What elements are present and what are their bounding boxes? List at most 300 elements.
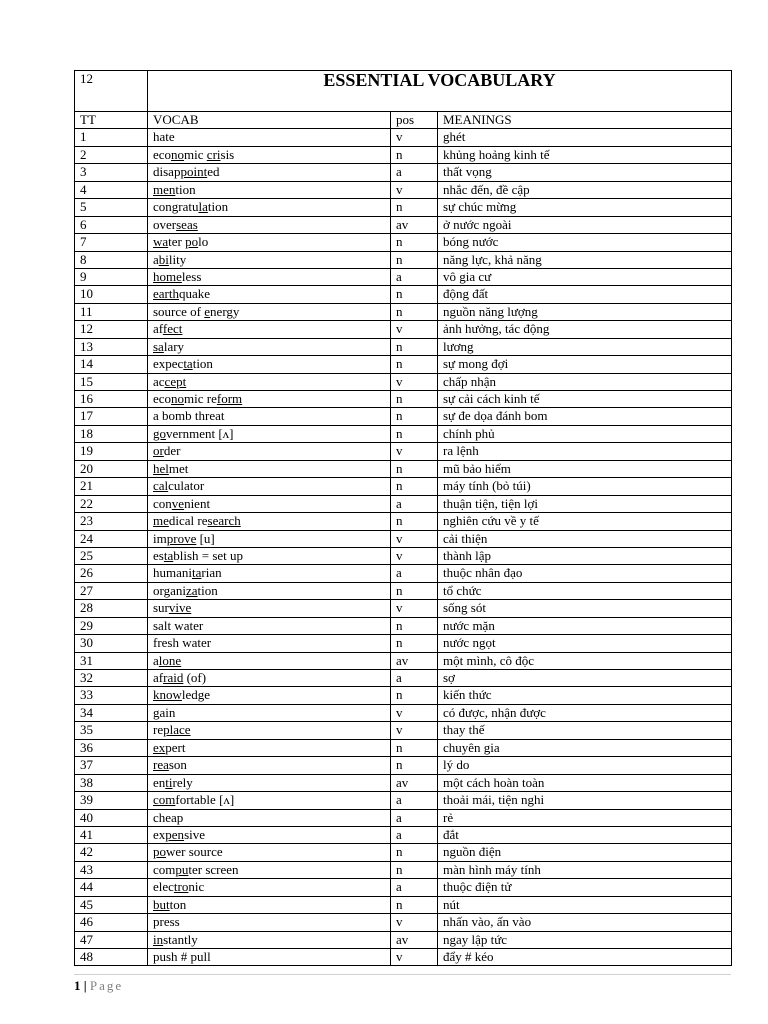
stressed-syllable: rea bbox=[153, 757, 169, 773]
part-of-speech: n bbox=[391, 635, 438, 652]
vocab-word bbox=[148, 739, 391, 756]
vocab-word bbox=[148, 635, 391, 652]
part-of-speech: n bbox=[391, 844, 438, 861]
word-segment: fortable [ʌ] bbox=[175, 792, 235, 808]
meaning: sợ bbox=[438, 670, 732, 687]
vocab-word bbox=[148, 513, 391, 530]
word-segment: less bbox=[181, 268, 202, 284]
stressed-syllable: po bbox=[185, 234, 199, 250]
row-number: 48 bbox=[75, 949, 148, 966]
vocab-word bbox=[148, 251, 391, 268]
meaning: sự cải cách kinh tế bbox=[438, 391, 732, 408]
part-of-speech: v bbox=[391, 530, 438, 547]
row-number: 39 bbox=[75, 792, 148, 809]
row-number: 16 bbox=[75, 391, 148, 408]
table-row bbox=[75, 931, 732, 948]
vocab-word bbox=[148, 861, 391, 878]
part-of-speech: n bbox=[391, 757, 438, 774]
stressed-syllable: lone bbox=[158, 652, 182, 668]
part-of-speech: n bbox=[391, 356, 438, 373]
word-segment: ter bbox=[168, 234, 186, 250]
stressed-syllable: hel bbox=[153, 460, 169, 476]
vocab-word bbox=[148, 774, 391, 791]
vocab-word bbox=[148, 373, 391, 390]
word-segment: ac bbox=[153, 373, 165, 389]
word-segment: com bbox=[153, 861, 176, 877]
row-number: 8 bbox=[75, 251, 148, 268]
part-of-speech: av bbox=[391, 216, 438, 233]
vocab-word bbox=[148, 792, 391, 809]
stressed-syllable: form bbox=[216, 391, 243, 406]
word-segment: son bbox=[168, 757, 187, 773]
meaning: sự chúc mừng bbox=[438, 199, 732, 216]
meaning: thất vọng bbox=[438, 164, 732, 181]
column-header-meanings: MEANINGS bbox=[438, 112, 732, 129]
row-number: 25 bbox=[75, 547, 148, 564]
vocab-word bbox=[148, 652, 391, 669]
word-segment: salt water bbox=[153, 617, 204, 633]
stressed-syllable: wa bbox=[153, 234, 169, 250]
part-of-speech: a bbox=[391, 495, 438, 512]
stressed-syllable: no bbox=[171, 391, 185, 406]
row-number: 15 bbox=[75, 373, 148, 390]
stressed-syllable: ta bbox=[192, 565, 202, 581]
row-number: 41 bbox=[75, 826, 148, 843]
meaning: thay thế bbox=[438, 722, 732, 739]
row-number: 4 bbox=[75, 181, 148, 198]
word-segment: fresh water bbox=[153, 635, 212, 651]
word-segment: [u] bbox=[196, 530, 215, 546]
part-of-speech: n bbox=[391, 739, 438, 756]
vocab-word bbox=[148, 164, 391, 181]
part-of-speech: n bbox=[391, 251, 438, 268]
vocab-word bbox=[148, 670, 391, 687]
row-number: 45 bbox=[75, 896, 148, 913]
vocab-word bbox=[148, 949, 391, 966]
meaning: nước mặn bbox=[438, 617, 732, 634]
vocab-word bbox=[148, 356, 391, 373]
word-segment: eco bbox=[153, 146, 172, 162]
part-of-speech: n bbox=[391, 408, 438, 425]
part-of-speech: v bbox=[391, 914, 438, 931]
word-segment: re bbox=[153, 722, 164, 738]
vocab-word bbox=[148, 896, 391, 913]
table-row bbox=[75, 199, 732, 216]
table-row bbox=[75, 722, 732, 739]
table-row bbox=[75, 739, 732, 756]
table-row bbox=[75, 216, 732, 233]
unit-number: 12 bbox=[75, 71, 148, 112]
part-of-speech: a bbox=[391, 826, 438, 843]
word-segment: der bbox=[163, 443, 181, 459]
part-of-speech: v bbox=[391, 722, 438, 739]
stressed-syllable: ve bbox=[171, 495, 185, 511]
word-segment: nient bbox=[184, 495, 211, 511]
row-number: 11 bbox=[75, 303, 148, 320]
table-row bbox=[75, 146, 732, 163]
row-number: 17 bbox=[75, 408, 148, 425]
part-of-speech: n bbox=[391, 338, 438, 355]
stressed-syllable: bi bbox=[158, 251, 169, 267]
table-row bbox=[75, 879, 732, 896]
column-header-vocab: VOCAB bbox=[148, 112, 391, 129]
row-number: 14 bbox=[75, 356, 148, 373]
word-segment: af bbox=[153, 321, 163, 337]
row-number: 47 bbox=[75, 931, 148, 948]
stressed-syllable: go bbox=[153, 425, 166, 441]
page-number: 1 bbox=[74, 978, 81, 993]
meaning: lý do bbox=[438, 757, 732, 774]
word-segment: a bomb threat bbox=[153, 408, 225, 424]
stressed-syllable: pen bbox=[165, 826, 185, 842]
column-header-pos: pos bbox=[391, 112, 438, 129]
word-segment: ton bbox=[169, 896, 187, 912]
meaning: chính phủ bbox=[438, 425, 732, 442]
row-number: 19 bbox=[75, 443, 148, 460]
vocab-word bbox=[148, 234, 391, 251]
table-row bbox=[75, 164, 732, 181]
meaning: thoải mái, tiện nghi bbox=[438, 792, 732, 809]
row-number: 29 bbox=[75, 617, 148, 634]
stressed-syllable: cept bbox=[164, 373, 187, 389]
word-segment: tion bbox=[207, 199, 229, 215]
stressed-syllable: ex bbox=[153, 739, 166, 755]
word-segment: en bbox=[153, 774, 166, 790]
meaning: thuộc nhân đạo bbox=[438, 565, 732, 582]
vocab-word bbox=[148, 338, 391, 355]
part-of-speech: v bbox=[391, 949, 438, 966]
word-segment: con bbox=[153, 495, 172, 511]
meaning: đắt bbox=[438, 826, 732, 843]
table-row bbox=[75, 478, 732, 495]
part-of-speech: v bbox=[391, 129, 438, 146]
vocab-word bbox=[148, 181, 391, 198]
row-number: 18 bbox=[75, 425, 148, 442]
part-of-speech: v bbox=[391, 321, 438, 338]
vocab-word bbox=[148, 722, 391, 739]
meaning: chấp nhận bbox=[438, 373, 732, 390]
word-segment: humani bbox=[153, 565, 192, 581]
part-of-speech: v bbox=[391, 704, 438, 721]
meaning: máy tính (bỏ túi) bbox=[438, 478, 732, 495]
row-number: 42 bbox=[75, 844, 148, 861]
word-segment: dical re bbox=[168, 513, 208, 529]
stressed-syllable: search bbox=[207, 513, 241, 529]
table-row bbox=[75, 251, 732, 268]
word-segment: im bbox=[153, 530, 167, 546]
part-of-speech: n bbox=[391, 146, 438, 163]
part-of-speech: n bbox=[391, 513, 438, 530]
word-segment: a bbox=[153, 251, 159, 267]
word-segment: tion bbox=[197, 582, 218, 598]
word-segment: elec bbox=[153, 879, 174, 895]
meaning: ảnh hưởng, tác động bbox=[438, 321, 732, 338]
table-row bbox=[75, 687, 732, 704]
vocab-word bbox=[148, 809, 391, 826]
row-number: 31 bbox=[75, 652, 148, 669]
row-number: 22 bbox=[75, 495, 148, 512]
page-separator: | bbox=[83, 978, 87, 993]
page-footer bbox=[74, 978, 123, 994]
part-of-speech: a bbox=[391, 670, 438, 687]
vocab-word bbox=[148, 547, 391, 564]
table-row bbox=[75, 234, 732, 251]
table-row bbox=[75, 425, 732, 442]
column-header-row bbox=[75, 112, 732, 129]
row-number: 43 bbox=[75, 861, 148, 878]
part-of-speech: n bbox=[391, 303, 438, 320]
meaning: nhấn vào, ấn vào bbox=[438, 914, 732, 931]
vocab-word bbox=[148, 879, 391, 896]
table-row bbox=[75, 321, 732, 338]
word-segment: (of) bbox=[183, 670, 207, 685]
meaning: sự đe dọa đánh bom bbox=[438, 408, 732, 425]
table-row bbox=[75, 268, 732, 285]
table-row bbox=[75, 635, 732, 652]
table-row bbox=[75, 844, 732, 861]
vocab-word bbox=[148, 844, 391, 861]
word-segment: sur bbox=[153, 600, 169, 616]
stressed-syllable: sa bbox=[153, 338, 164, 354]
word-segment: over bbox=[153, 216, 177, 232]
word-segment: rely bbox=[172, 774, 193, 790]
vocab-word bbox=[148, 408, 391, 425]
part-of-speech: n bbox=[391, 460, 438, 477]
meaning: thuộc điện tử bbox=[438, 879, 732, 896]
row-number: 30 bbox=[75, 635, 148, 652]
stressed-syllable: ta bbox=[163, 547, 174, 563]
vocab-word bbox=[148, 199, 391, 216]
vocab-word bbox=[148, 687, 391, 704]
stressed-syllable: earth bbox=[153, 286, 179, 302]
row-number: 23 bbox=[75, 513, 148, 530]
word-segment: organi bbox=[153, 582, 186, 598]
meaning: ra lệnh bbox=[438, 443, 732, 460]
part-of-speech: n bbox=[391, 199, 438, 216]
stressed-syllable: cri bbox=[206, 146, 221, 162]
row-number: 12 bbox=[75, 321, 148, 338]
vocab-word bbox=[148, 826, 391, 843]
word-segment: met bbox=[168, 460, 189, 476]
table-row bbox=[75, 809, 732, 826]
part-of-speech: n bbox=[391, 896, 438, 913]
stressed-syllable: com bbox=[153, 792, 176, 808]
page-title: ESSENTIAL VOCABULARY bbox=[148, 71, 732, 112]
part-of-speech: v bbox=[391, 600, 438, 617]
stressed-syllable: vive bbox=[168, 600, 192, 616]
stressed-syllable: la bbox=[198, 199, 208, 215]
part-of-speech: n bbox=[391, 425, 438, 442]
meaning: thuận tiện, tiện lợi bbox=[438, 495, 732, 512]
vocab-word bbox=[148, 600, 391, 617]
word-segment: lo bbox=[198, 234, 209, 250]
meaning: ngay lập tức bbox=[438, 931, 732, 948]
stressed-syllable: place bbox=[163, 722, 191, 738]
table-row bbox=[75, 129, 732, 146]
table-row bbox=[75, 181, 732, 198]
meaning: một mình, cô độc bbox=[438, 652, 732, 669]
vocab-word bbox=[148, 216, 391, 233]
vocab-word bbox=[148, 425, 391, 442]
stressed-syllable: raid bbox=[163, 670, 184, 685]
row-number: 33 bbox=[75, 687, 148, 704]
word-segment: culator bbox=[168, 478, 205, 494]
meaning: bóng nước bbox=[438, 234, 732, 251]
stressed-syllable: but bbox=[153, 896, 170, 912]
part-of-speech: a bbox=[391, 879, 438, 896]
table-row bbox=[75, 582, 732, 599]
vocab-word bbox=[148, 757, 391, 774]
stressed-syllable: seas bbox=[176, 216, 198, 232]
part-of-speech: a bbox=[391, 164, 438, 181]
part-of-speech: n bbox=[391, 617, 438, 634]
word-segment: ledge bbox=[181, 687, 211, 703]
stressed-syllable: po bbox=[153, 844, 166, 860]
table-row bbox=[75, 356, 732, 373]
row-number: 7 bbox=[75, 234, 148, 251]
meaning: sống sót bbox=[438, 600, 732, 617]
table-row bbox=[75, 704, 732, 721]
page-label: Page bbox=[89, 978, 124, 993]
table-row bbox=[75, 408, 732, 425]
vocabulary-table-body bbox=[75, 71, 732, 966]
table-row bbox=[75, 513, 732, 530]
word-segment: nic bbox=[188, 879, 205, 895]
meaning: nhắc đến, đề cập bbox=[438, 181, 732, 198]
table-row bbox=[75, 530, 732, 547]
meaning: tổ chức bbox=[438, 582, 732, 599]
meaning: động đất bbox=[438, 286, 732, 303]
table-row bbox=[75, 443, 732, 460]
row-number: 46 bbox=[75, 914, 148, 931]
word-segment: sis bbox=[220, 146, 235, 162]
word-segment: mic bbox=[184, 146, 207, 162]
table-row bbox=[75, 652, 732, 669]
stressed-syllable: me bbox=[153, 513, 169, 529]
word-segment: tion bbox=[192, 356, 213, 372]
part-of-speech: n bbox=[391, 391, 438, 408]
word-segment: ter screen bbox=[188, 861, 239, 877]
part-of-speech: n bbox=[391, 286, 438, 303]
vocab-word bbox=[148, 460, 391, 477]
stressed-syllable: prove bbox=[166, 530, 197, 546]
row-number: 26 bbox=[75, 565, 148, 582]
word-segment: tion bbox=[175, 181, 196, 197]
stressed-syllable: tro bbox=[173, 879, 189, 895]
meaning: nước ngọt bbox=[438, 635, 732, 652]
vocab-word bbox=[148, 129, 391, 146]
stressed-syllable: no bbox=[171, 146, 185, 162]
row-number: 1 bbox=[75, 129, 148, 146]
row-number: 2 bbox=[75, 146, 148, 163]
word-segment: wer source bbox=[166, 844, 223, 860]
word-segment: hate bbox=[153, 129, 175, 145]
row-number: 9 bbox=[75, 268, 148, 285]
meaning: lương bbox=[438, 338, 732, 355]
meaning: sự mong đợi bbox=[438, 356, 732, 373]
part-of-speech: n bbox=[391, 861, 438, 878]
part-of-speech: n bbox=[391, 582, 438, 599]
row-number: 24 bbox=[75, 530, 148, 547]
table-row bbox=[75, 861, 732, 878]
part-of-speech: a bbox=[391, 809, 438, 826]
vocab-word bbox=[148, 146, 391, 163]
word-segment: congratu bbox=[153, 199, 199, 215]
row-number: 40 bbox=[75, 809, 148, 826]
part-of-speech: a bbox=[391, 565, 438, 582]
part-of-speech: v bbox=[391, 547, 438, 564]
row-number: 10 bbox=[75, 286, 148, 303]
word-segment: es bbox=[153, 547, 164, 563]
vocab-word bbox=[148, 582, 391, 599]
part-of-speech: av bbox=[391, 774, 438, 791]
vocab-word bbox=[148, 931, 391, 948]
word-segment: sive bbox=[184, 826, 206, 842]
table-row bbox=[75, 460, 732, 477]
meaning: năng lực, khả năng bbox=[438, 251, 732, 268]
table-row bbox=[75, 391, 732, 408]
stressed-syllable: ti bbox=[165, 774, 173, 790]
column-header-tt: TT bbox=[75, 112, 148, 129]
vocab-word bbox=[148, 704, 391, 721]
table-row bbox=[75, 495, 732, 512]
word-segment: a bbox=[153, 652, 159, 668]
row-number: 37 bbox=[75, 757, 148, 774]
row-number: 34 bbox=[75, 704, 148, 721]
vocab-word bbox=[148, 391, 391, 408]
word-segment: lary bbox=[163, 338, 185, 354]
stressed-syllable: cal bbox=[153, 478, 169, 494]
word-segment: vernment [ʌ] bbox=[166, 425, 234, 441]
table-row bbox=[75, 670, 732, 687]
meaning: nguồn điện bbox=[438, 844, 732, 861]
word-segment: expec bbox=[153, 356, 184, 372]
table-row bbox=[75, 565, 732, 582]
row-number: 6 bbox=[75, 216, 148, 233]
word-segment: quake bbox=[178, 286, 211, 302]
stressed-syllable: men bbox=[153, 181, 176, 197]
meaning: mũ bảo hiểm bbox=[438, 460, 732, 477]
row-number: 3 bbox=[75, 164, 148, 181]
row-number: 21 bbox=[75, 478, 148, 495]
stressed-syllable: za bbox=[185, 582, 198, 598]
part-of-speech: av bbox=[391, 931, 438, 948]
meaning: nút bbox=[438, 896, 732, 913]
table-row bbox=[75, 949, 732, 966]
stressed-syllable: know bbox=[153, 687, 182, 703]
meaning: ghét bbox=[438, 129, 732, 146]
table-row bbox=[75, 547, 732, 564]
vocab-word bbox=[148, 286, 391, 303]
part-of-speech: v bbox=[391, 181, 438, 198]
row-number: 27 bbox=[75, 582, 148, 599]
meaning: chuyên gia bbox=[438, 739, 732, 756]
meaning: vô gia cư bbox=[438, 268, 732, 285]
part-of-speech: n bbox=[391, 687, 438, 704]
footer-divider bbox=[74, 974, 731, 975]
vocab-word bbox=[148, 495, 391, 512]
word-segment: eco bbox=[153, 391, 172, 406]
word-segment: blish = set up bbox=[173, 547, 244, 563]
table-row bbox=[75, 600, 732, 617]
vocab-word bbox=[148, 303, 391, 320]
meaning: cải thiện bbox=[438, 530, 732, 547]
stressed-syllable: or bbox=[153, 443, 164, 459]
row-number: 13 bbox=[75, 338, 148, 355]
table-row bbox=[75, 373, 732, 390]
part-of-speech: v bbox=[391, 373, 438, 390]
meaning: màn hình máy tính bbox=[438, 861, 732, 878]
